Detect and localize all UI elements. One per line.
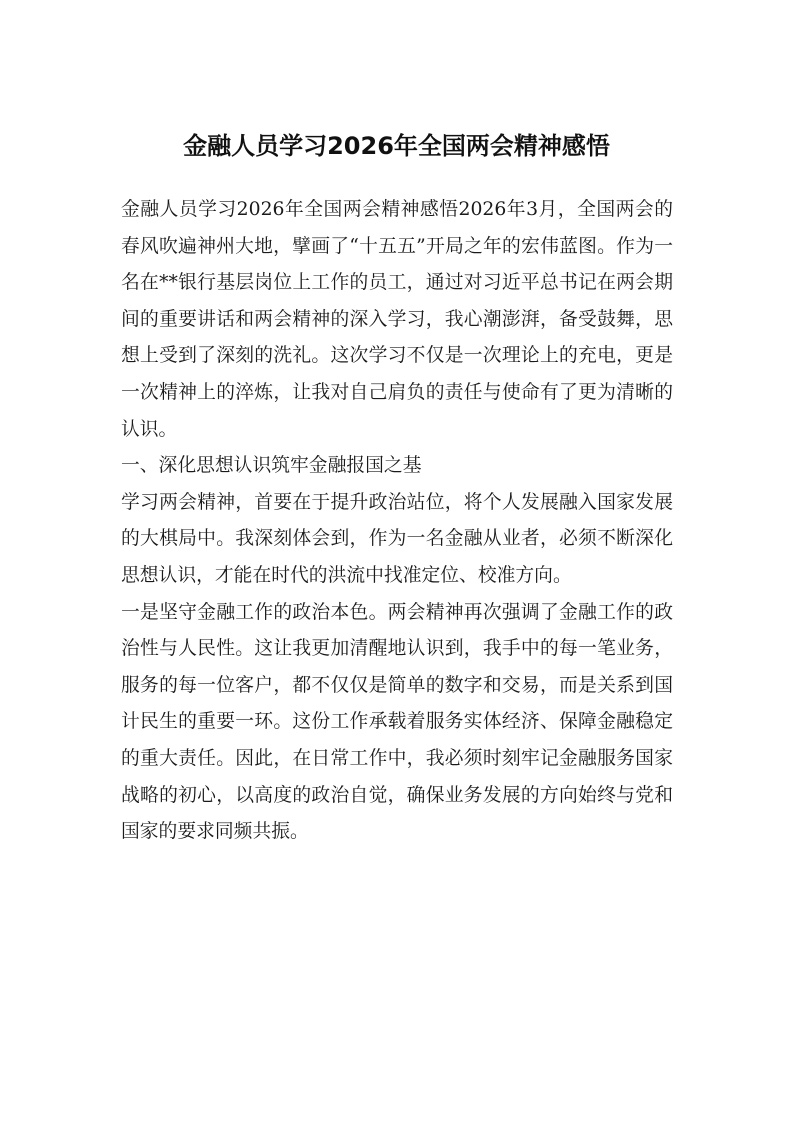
- paragraph-point-1: 一是坚守金融工作的政治本色。两会精神再次强调了金融工作的政治性与人民性。这让我更加清醒地认识到，我手中的每一笔业务，服务的每一位客户，都不仅仅是简单的数字和交易，而是关系到国计民生的重要一环。这份工作承载着服务实体经济、保障金融稳定的重大责任。因此，在日常工作中，我必须时刻牢记金融服务国家战略的初心，以高度的政治自觉，确保业务发展的方向始终与党和国家的要求同频共振。: [121, 601, 673, 843]
- document-body: [121, 192, 673, 851]
- section-heading-1: 一、深化思想认识筑牢金融报国之基: [121, 455, 422, 477]
- paragraph-section-1: 学习两会精神，首要在于提升政治站位，将个人发展融入国家发展的大棋局中。我深刻体会到，作为一名金融从业者，必须不断深化思想认识，才能在时代的洪流中找准定位、校准方向。: [121, 491, 673, 586]
- document-title: 金融人员学习2026年全国两会精神感悟: [183, 132, 610, 160]
- paragraph-intro: 金融人员学习2026年全国两会精神感悟2026年3月，全国两会的春风吹遍神州大地，擘画了“十五五”开局之年的宏伟蓝图。作为一名在**银行基层岗位上工作的员工，通过对习近平总书记在两会期间的重要讲话和两会精神的深入学习，我心潮澎湃，备受鼓舞，思想上受到了深刻的洗礼。这次学习不仅是一次理论上的充电，更是一次精神上的淬炼，让我对自己肩负的责任与使命有了更为清晰的认识。: [121, 199, 673, 440]
